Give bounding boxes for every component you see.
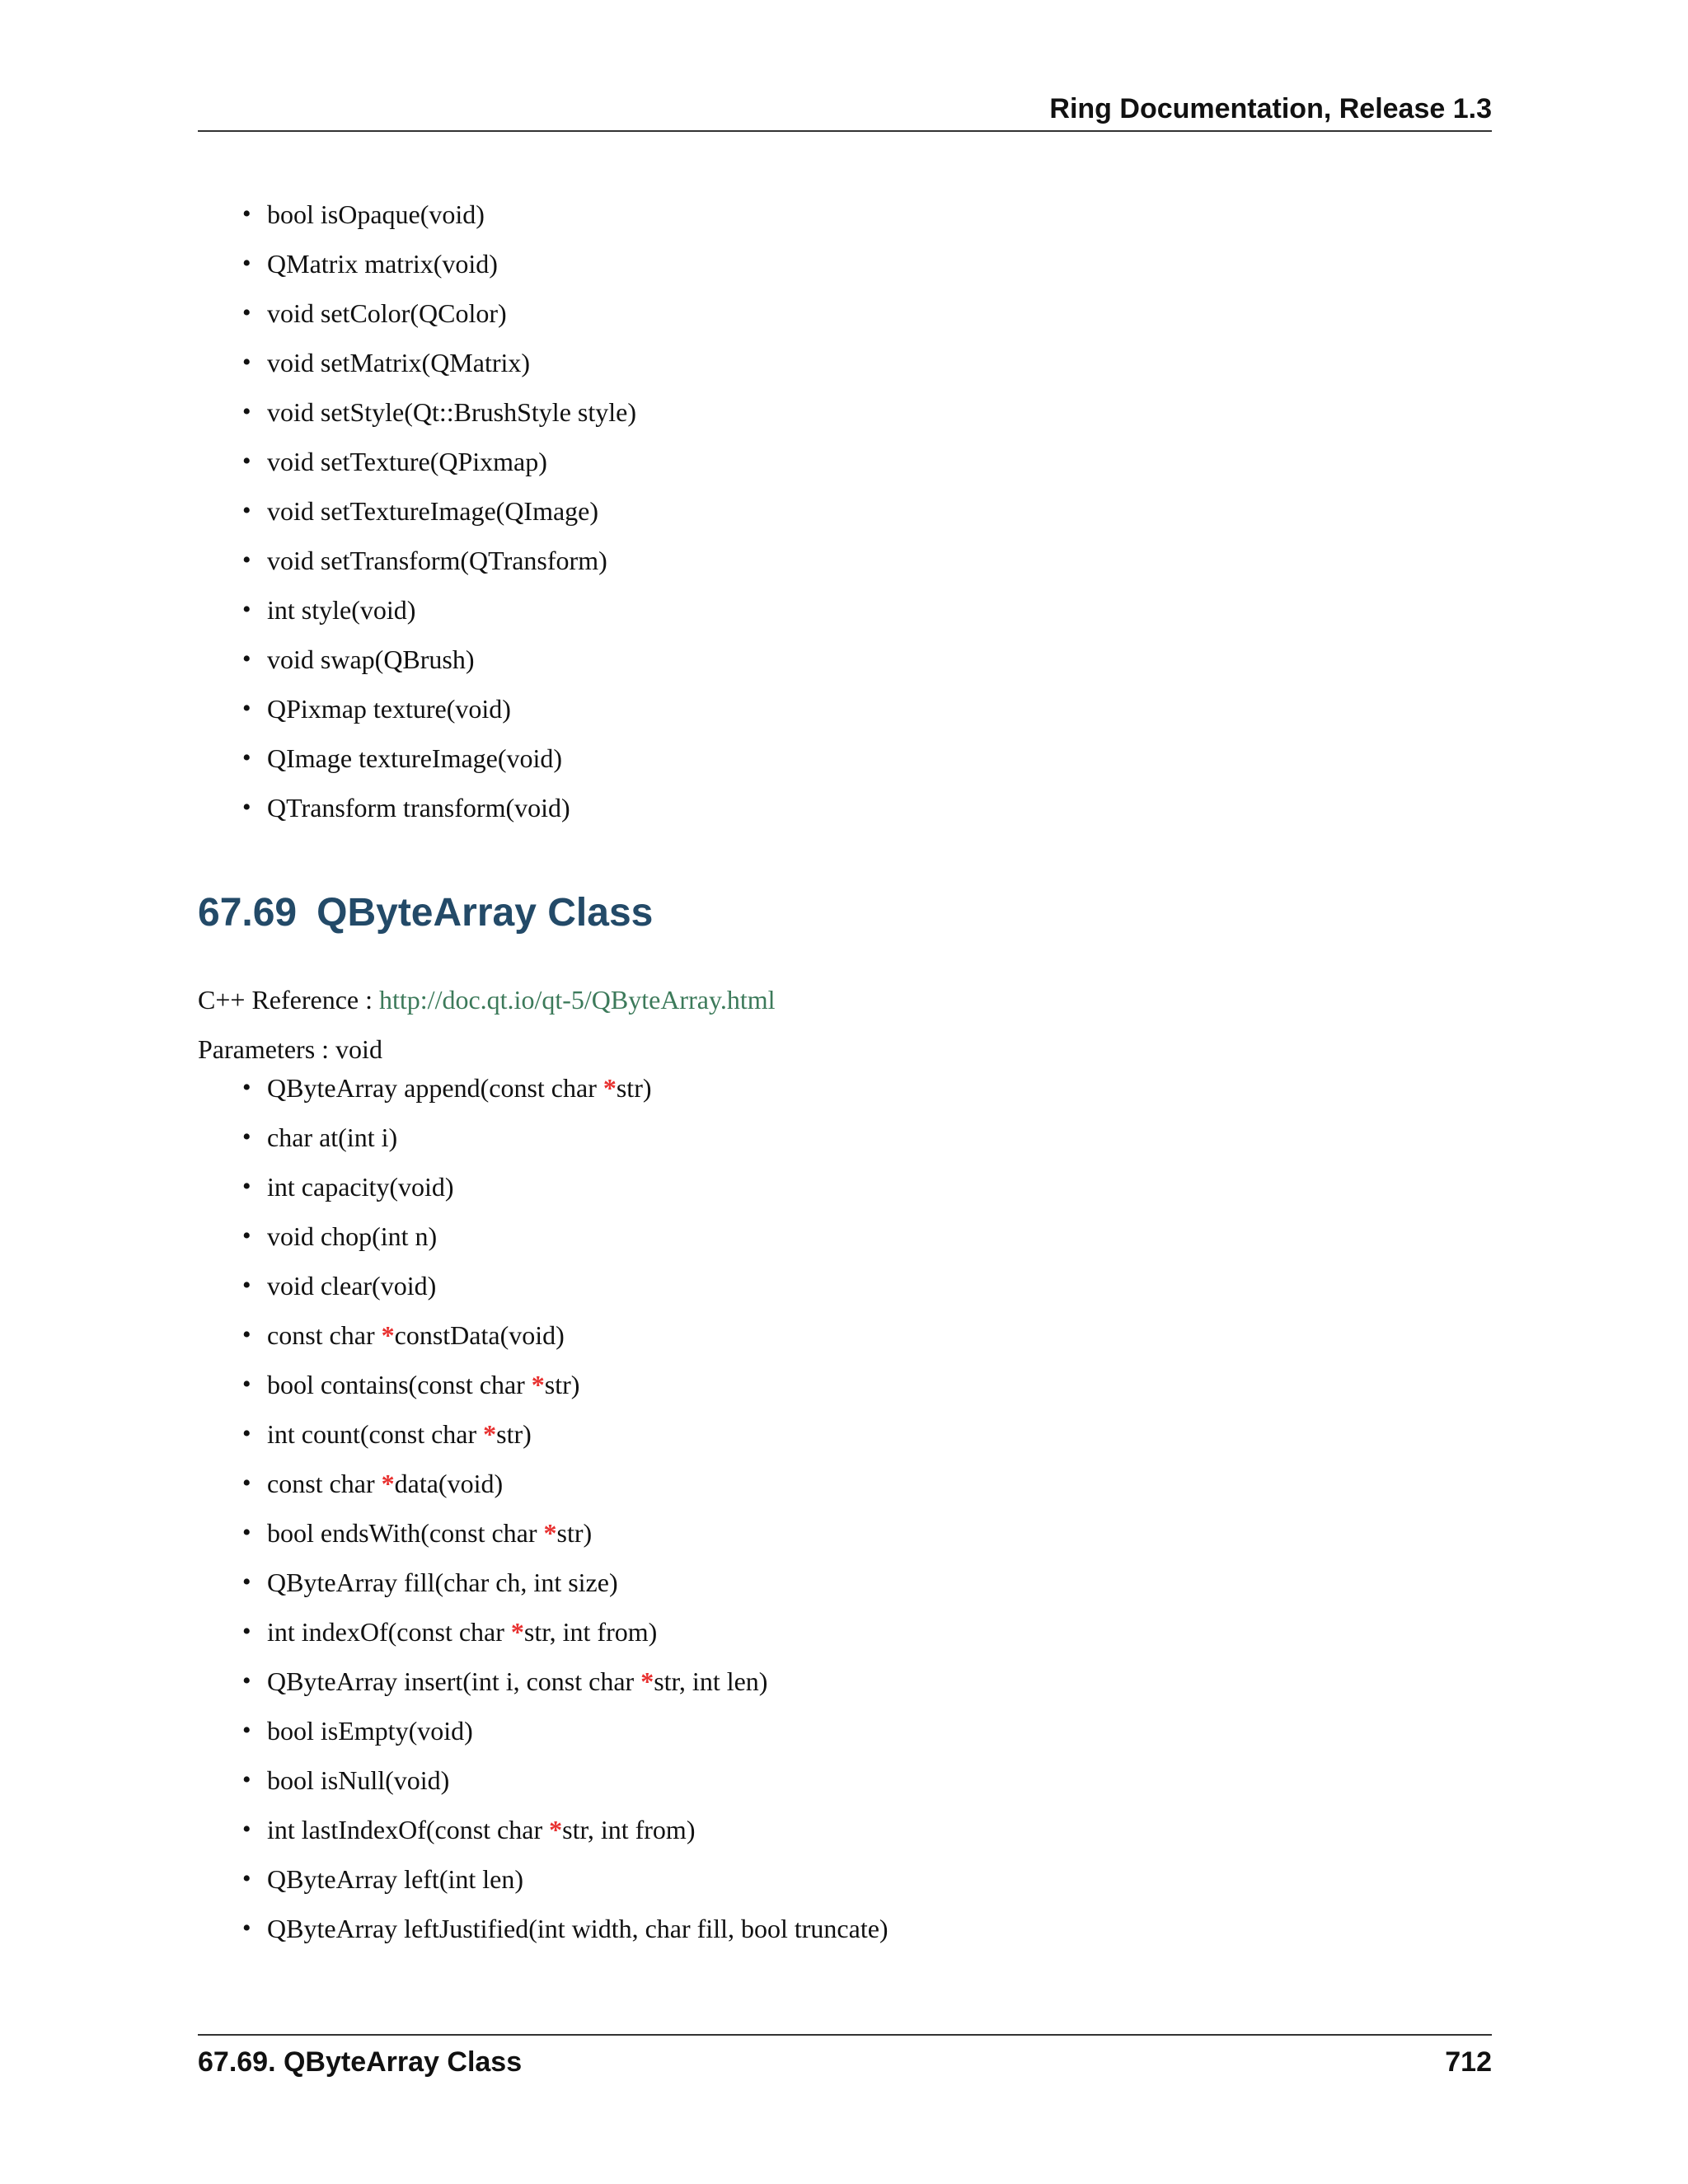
parameters-line — [198, 1033, 382, 1066]
bullet-icon: • — [242, 1173, 251, 1200]
bullet-icon: • — [242, 1272, 251, 1299]
bullet-icon: • — [242, 794, 251, 821]
method-text: void clear(void) — [267, 1271, 437, 1301]
section-title: QByteArray Class — [316, 891, 654, 935]
list-item — [198, 1319, 889, 1368]
method-text: QByteArray fill(char ch, int size) — [267, 1568, 618, 1597]
method-text: QMatrix matrix(void) — [267, 249, 498, 279]
bullet-icon: • — [242, 1667, 251, 1694]
method-text-tail: constData(void) — [394, 1320, 565, 1350]
page-number: 712 — [1445, 2046, 1492, 2078]
bullet-icon: • — [242, 398, 251, 425]
method-text-tail: str) — [556, 1518, 593, 1548]
pointer-star: * — [531, 1370, 545, 1399]
method-text: int count(const char — [267, 1419, 484, 1449]
method-text: void setTransform(QTransform) — [267, 546, 607, 575]
method-text: void chop(int n) — [267, 1221, 438, 1251]
method-text: int lastIndexOf(const char — [267, 1815, 550, 1844]
method-text-tail: str) — [544, 1370, 580, 1399]
header-title: Ring Documentation, Release 1.3 — [1049, 93, 1492, 124]
bullet-icon: • — [242, 1469, 251, 1497]
footer-section-label: 67.69. QByteArray Class — [198, 2046, 523, 2078]
bullet-icon: • — [242, 448, 251, 475]
method-text: int indexOf(const char — [267, 1617, 511, 1647]
method-text: QByteArray insert(int i, const char — [267, 1666, 641, 1696]
bullet-icon: • — [242, 1371, 251, 1398]
method-text: int style(void) — [267, 595, 416, 625]
method-text: void setTexture(QPixmap) — [267, 447, 547, 476]
list-item — [198, 1368, 889, 1418]
method-text: void setTextureImage(QImage) — [267, 496, 599, 526]
section-heading — [198, 888, 653, 938]
method-text-tail: data(void) — [394, 1469, 504, 1498]
bullet-icon: • — [242, 1618, 251, 1645]
method-text: bool endsWith(const char — [267, 1518, 544, 1548]
list-item — [198, 791, 636, 841]
reference-label: C++ Reference : — [198, 985, 373, 1015]
list-item — [198, 1071, 889, 1121]
method-text: char at(int i) — [267, 1122, 398, 1152]
list-item — [198, 1467, 889, 1516]
bullet-icon: • — [242, 1074, 251, 1101]
bullet-icon: • — [242, 695, 251, 722]
method-text: bool isEmpty(void) — [267, 1716, 473, 1746]
bullet-icon: • — [242, 645, 251, 673]
bullet-icon: • — [242, 250, 251, 277]
list-item — [198, 1813, 889, 1863]
list-item — [198, 1418, 889, 1467]
pointer-star: * — [381, 1469, 395, 1498]
bullet-icon: • — [242, 1420, 251, 1447]
list-item — [198, 1863, 889, 1912]
method-text: QTransform transform(void) — [267, 793, 570, 823]
parameters-label: Parameters : — [198, 1034, 330, 1064]
bullet-icon: • — [242, 1321, 251, 1348]
list-item — [198, 1220, 889, 1269]
method-text: const char — [267, 1469, 382, 1498]
method-text: QPixmap texture(void) — [267, 694, 511, 724]
bullet-icon: • — [242, 1568, 251, 1596]
pointer-star: * — [483, 1419, 497, 1449]
method-text-tail: str) — [496, 1419, 532, 1449]
list-item — [198, 1566, 889, 1615]
list-item — [198, 742, 636, 791]
bullet-icon: • — [242, 349, 251, 376]
method-text: void setStyle(Qt::BrushStyle style) — [267, 397, 636, 427]
list-item — [198, 1516, 889, 1566]
list-item — [198, 247, 636, 297]
list-item — [198, 1170, 889, 1220]
parameters-value: void — [335, 1034, 382, 1064]
method-text-tail: str, int from) — [562, 1815, 696, 1844]
method-text: QByteArray left(int len) — [267, 1864, 523, 1894]
list-item — [198, 1615, 889, 1665]
list-item — [198, 494, 636, 544]
previous-methods-list — [198, 198, 636, 841]
bullet-icon: • — [242, 299, 251, 326]
bullet-icon: • — [242, 1222, 251, 1249]
list-item — [198, 297, 636, 346]
document-page — [198, 0, 1492, 2184]
qbytearray-methods-list — [198, 1071, 889, 1961]
bullet-icon: • — [242, 497, 251, 524]
list-item — [198, 1764, 889, 1813]
method-text: bool contains(const char — [267, 1370, 532, 1399]
bullet-icon: • — [242, 1766, 251, 1793]
running-header — [198, 92, 1492, 132]
pointer-star: * — [510, 1617, 524, 1647]
pointer-star: * — [640, 1666, 654, 1696]
list-item — [198, 198, 636, 247]
method-text-tail: str) — [616, 1073, 652, 1103]
bullet-icon: • — [242, 200, 251, 227]
list-item — [198, 593, 636, 643]
method-text-tail: str, int from) — [523, 1617, 658, 1647]
bullet-icon: • — [242, 1915, 251, 1942]
list-item — [198, 692, 636, 742]
bullet-icon: • — [242, 1717, 251, 1744]
method-text-tail: str, int len) — [654, 1666, 768, 1696]
pointer-star: * — [381, 1320, 395, 1350]
bullet-icon: • — [242, 1816, 251, 1843]
bullet-icon: • — [242, 1865, 251, 1892]
method-text: QImage textureImage(void) — [267, 743, 563, 773]
list-item — [198, 396, 636, 445]
list-item — [198, 346, 636, 396]
method-text: QByteArray append(const char — [267, 1073, 603, 1103]
pointer-star: * — [543, 1518, 557, 1548]
list-item — [198, 1714, 889, 1764]
list-item — [198, 643, 636, 692]
method-text: void setColor(QColor) — [267, 298, 507, 328]
list-item — [198, 1665, 889, 1714]
method-text: bool isNull(void) — [267, 1765, 450, 1795]
reference-link[interactable]: http://doc.qt.io/qt-5/QByteArray.html — [379, 985, 776, 1015]
method-text: QByteArray leftJustified(int width, char fill, bool truncate) — [267, 1914, 889, 1943]
pointer-star: * — [603, 1073, 617, 1103]
list-item — [198, 445, 636, 494]
bullet-icon: • — [242, 1519, 251, 1546]
list-item — [198, 1269, 889, 1319]
running-footer — [198, 2034, 1492, 2079]
bullet-icon: • — [242, 1123, 251, 1151]
method-text: bool isOpaque(void) — [267, 199, 485, 229]
method-text: void setMatrix(QMatrix) — [267, 348, 531, 377]
method-text: int capacity(void) — [267, 1172, 454, 1202]
list-item — [198, 1121, 889, 1170]
method-text: void swap(QBrush) — [267, 644, 475, 674]
method-text: const char — [267, 1320, 382, 1350]
list-item — [198, 544, 636, 593]
bullet-icon: • — [242, 744, 251, 771]
cpp-reference-line — [198, 983, 776, 1016]
list-item — [198, 1912, 889, 1961]
pointer-star: * — [549, 1815, 563, 1844]
bullet-icon: • — [242, 546, 251, 574]
bullet-icon: • — [242, 596, 251, 623]
section-number: 67.69 — [198, 891, 298, 935]
